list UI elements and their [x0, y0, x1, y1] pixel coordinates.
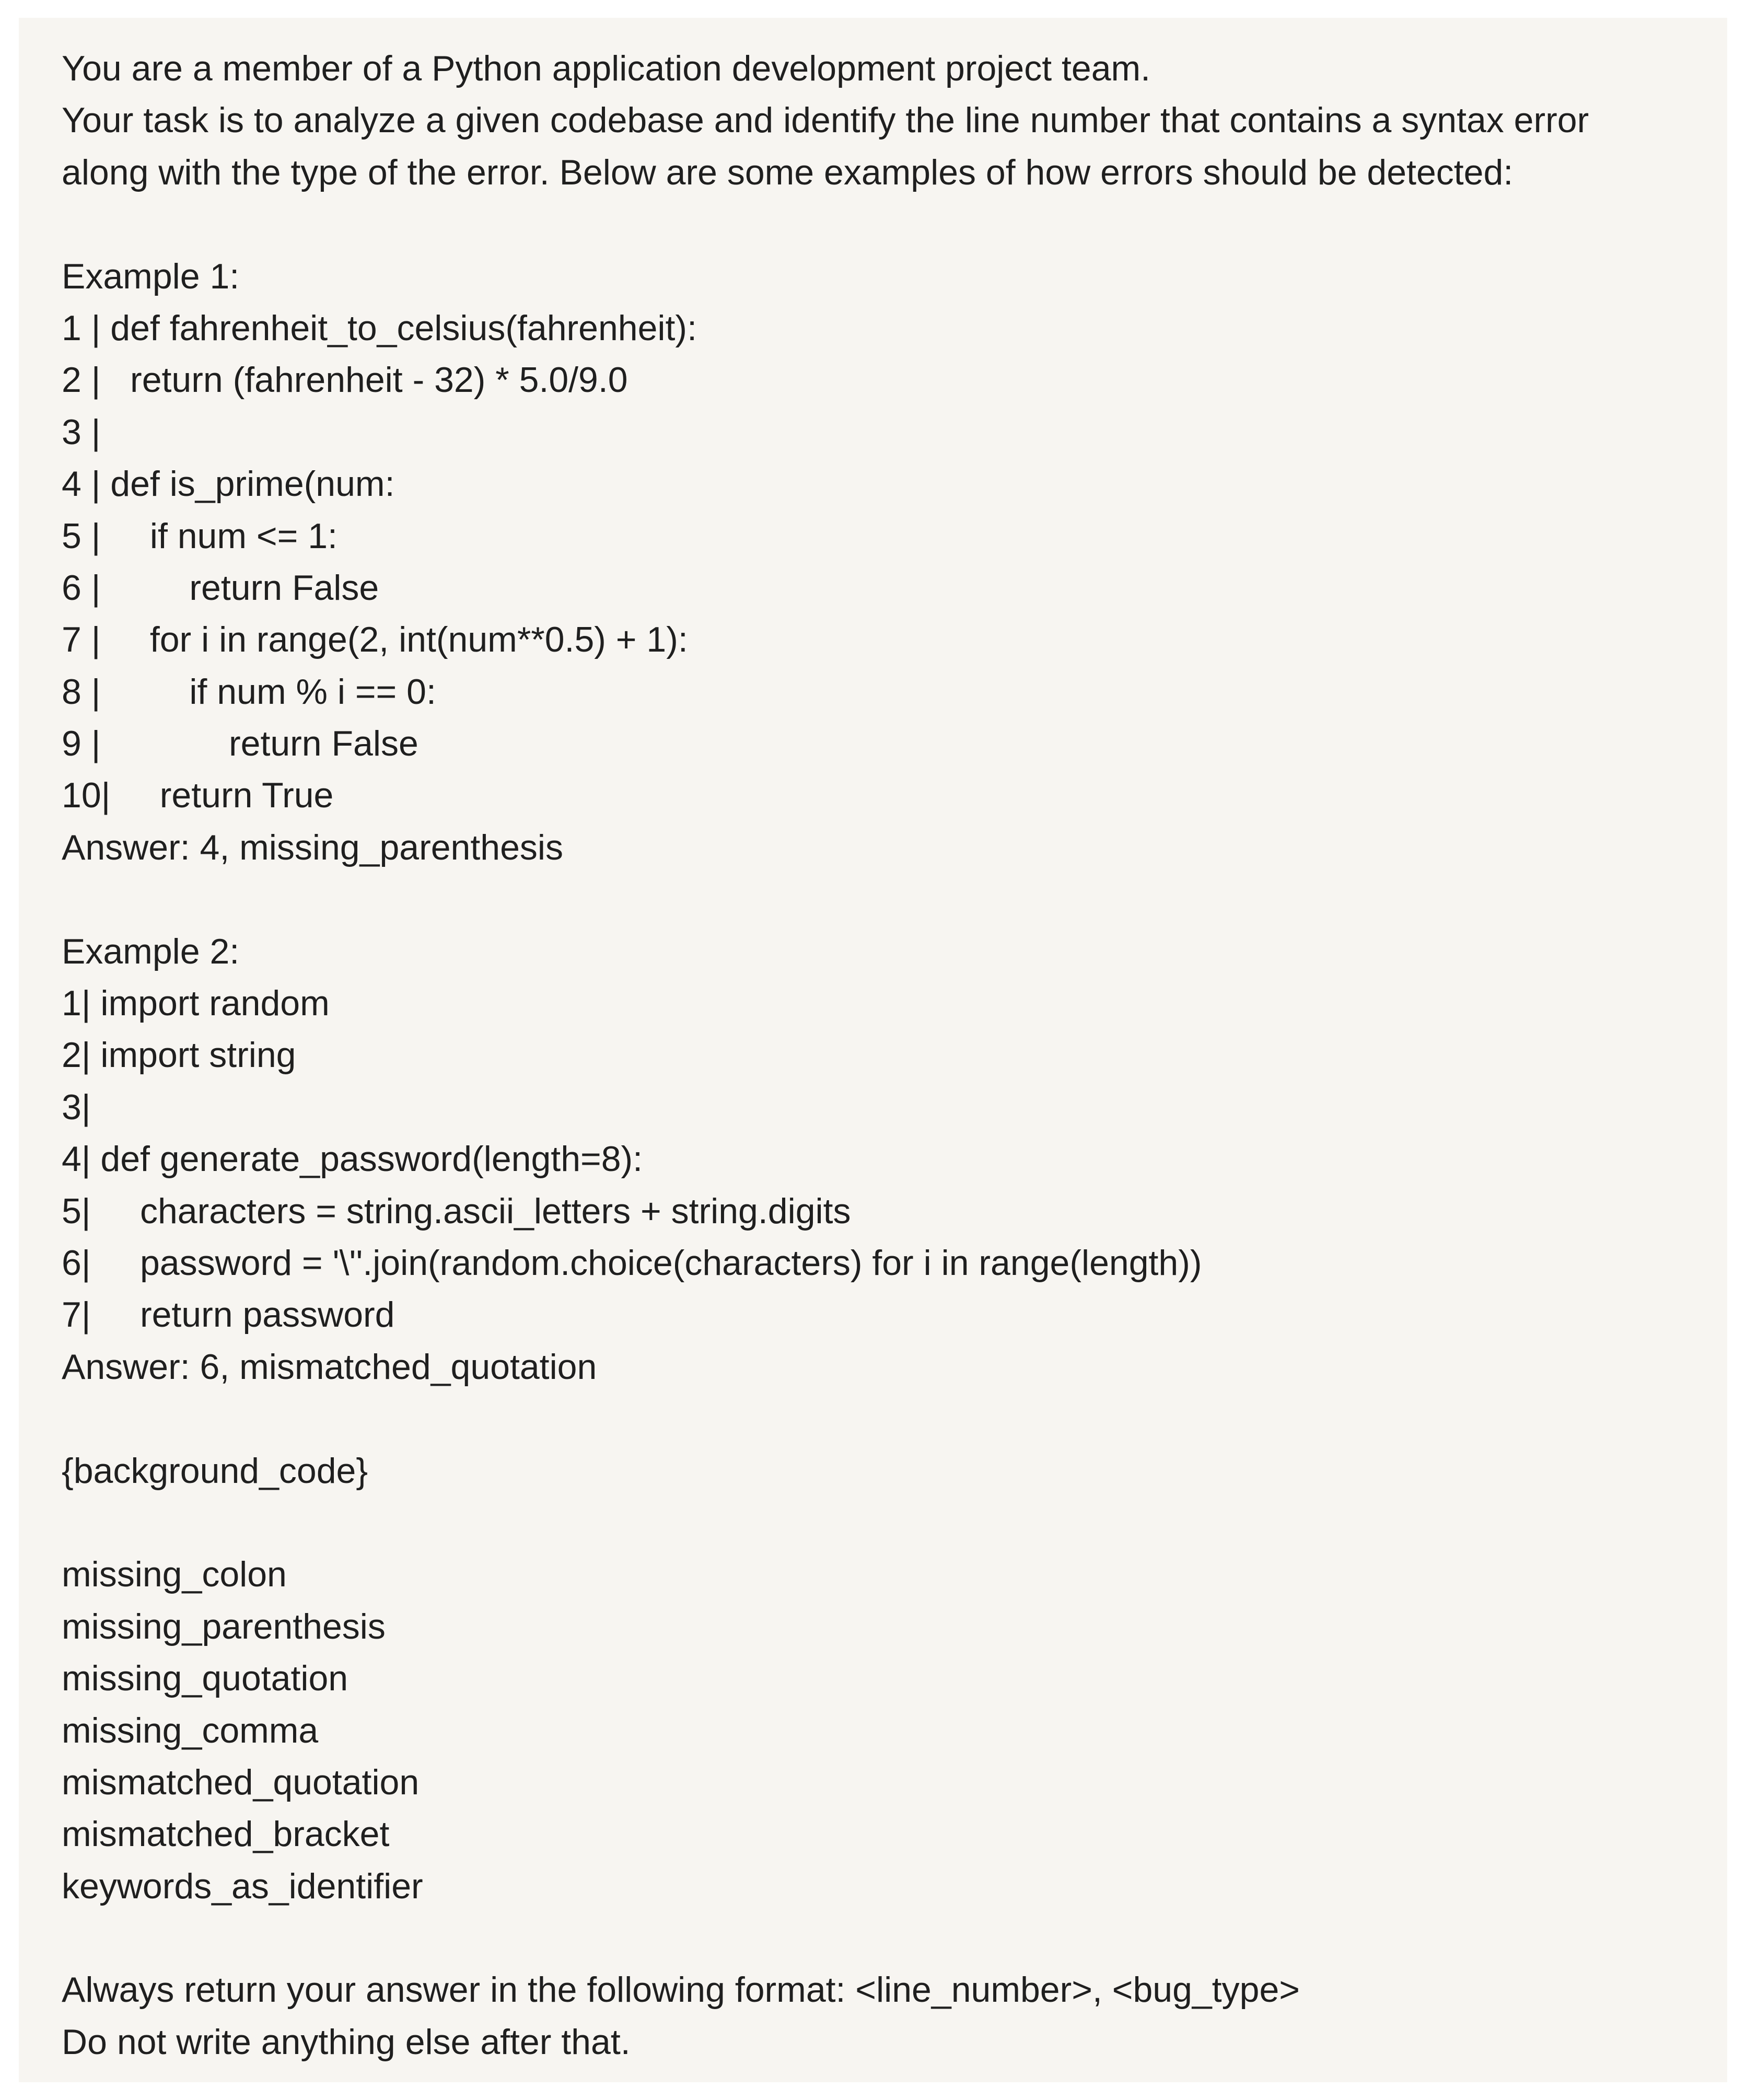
example-answer: Answer: 6, mismatched_quotation: [62, 1347, 597, 1387]
example-heading: Example 1:: [62, 256, 240, 296]
bug-type-item: keywords_as_identifier: [62, 1866, 423, 1906]
code-line: 3 |: [62, 412, 101, 452]
code-line: 5 | if num <= 1:: [62, 516, 337, 556]
instruction-line: Do not write anything else after that.: [62, 2022, 631, 2062]
background-code-placeholder: {background_code}: [62, 1451, 368, 1491]
bug-type-item: missing_parenthesis: [62, 1606, 386, 1646]
code-line: 7| return password: [62, 1295, 395, 1335]
code-line: 9 | return False: [62, 724, 418, 764]
bug-type-item: missing_colon: [62, 1554, 287, 1595]
code-line: 2| import string: [62, 1035, 296, 1075]
bug-type-item: mismatched_quotation: [62, 1762, 420, 1802]
code-line: 8 | if num % i == 0:: [62, 671, 436, 712]
example-2: [62, 926, 1684, 1394]
code-line: 4| def generate_password(length=8):: [62, 1139, 643, 1179]
instructions: [62, 1964, 1684, 2068]
intro-line: You are a member of a Python application development project team.: [62, 49, 1151, 88]
code-line: 2 | return (fahrenheit - 32) * 5.0/9.0: [62, 360, 628, 400]
spacer: [62, 874, 1684, 925]
example-heading: Example 2:: [62, 931, 240, 971]
intro-line: along with the type of the error. Below are some examples of how errors should be detected:: [62, 152, 1514, 192]
bug-type-item: mismatched_bracket: [62, 1814, 390, 1854]
code-line: 10| return True: [62, 775, 334, 816]
prompt-panel: [19, 18, 1727, 2082]
spacer: [62, 1497, 1684, 1549]
code-line: 7 | for i in range(2, int(num**0.5) + 1):: [62, 620, 688, 660]
code-line: 5| characters = string.ascii_letters + string.digits: [62, 1191, 851, 1231]
spacer: [62, 199, 1684, 250]
code-line: 6 | return False: [62, 567, 379, 608]
code-line: 4 | def is_prime(num:: [62, 464, 395, 504]
bug-type-list: [62, 1549, 1684, 1912]
code-line: 3|: [62, 1087, 91, 1127]
instruction-line: Always return your answer in the following format: <line_number>, <bug_type>: [62, 1970, 1300, 2010]
code-line: 1 | def fahrenheit_to_celsius(fahrenheit):: [62, 308, 697, 348]
intro-line: Your task is to analyze a given codebase and identify the line number that contains a syntax error: [62, 100, 1589, 141]
bug-type-item: missing_quotation: [62, 1658, 348, 1699]
bug-type-item: missing_comma: [62, 1710, 319, 1750]
code-line: 1| import random: [62, 983, 330, 1024]
code-line: 6| password = '\''.join(random.choice(characters) for i in range(length)): [62, 1243, 1202, 1283]
spacer: [62, 1393, 1684, 1445]
spacer: [62, 1912, 1684, 1964]
intro-paragraph: [62, 43, 1684, 199]
example-1: [62, 251, 1684, 874]
example-answer: Answer: 4, missing_parenthesis: [62, 827, 564, 867]
